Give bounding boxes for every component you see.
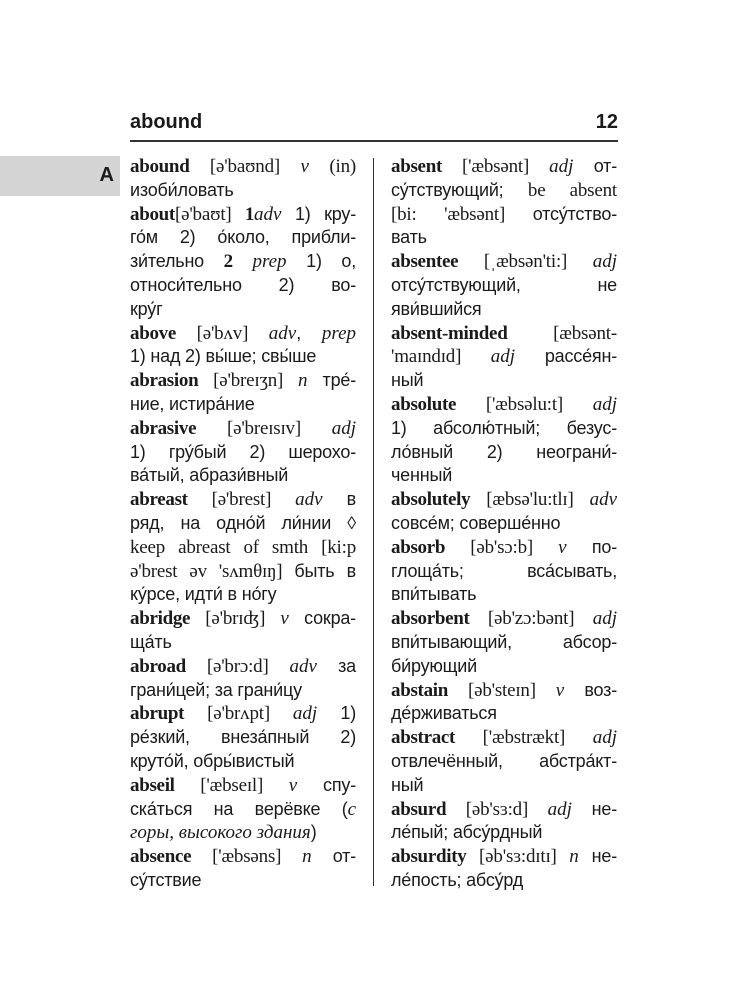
transcription: [əb'sɔ:b] bbox=[445, 536, 559, 558]
translation: 1) о, bbox=[286, 251, 356, 272]
grammar-label: v bbox=[280, 608, 289, 630]
translation: ряд, на одно́й ли́нии ◊ bbox=[130, 512, 356, 533]
translation: вать bbox=[391, 227, 427, 248]
entry-line bbox=[130, 846, 356, 870]
transcription: [bi: 'æbsənt] bbox=[391, 203, 533, 225]
entry-line bbox=[391, 608, 617, 632]
translation: , bbox=[296, 322, 322, 343]
entry-line bbox=[391, 204, 617, 228]
entry-line bbox=[130, 251, 356, 275]
grammar-label: v bbox=[558, 536, 567, 558]
transcription: [əb'sɜ:dɪtɪ] bbox=[466, 846, 570, 868]
entry-line bbox=[130, 156, 356, 180]
translation: по- bbox=[566, 536, 618, 557]
translation: отсу́тство- bbox=[532, 203, 617, 224]
column-divider bbox=[373, 158, 374, 886]
entry-line bbox=[391, 656, 617, 680]
grammar-label: adj bbox=[549, 156, 574, 177]
entry-line bbox=[130, 751, 356, 775]
translation: 1) над 2) вы́ше; свы́ше bbox=[130, 346, 317, 367]
entry-line bbox=[391, 537, 617, 561]
entry-line bbox=[391, 632, 617, 656]
entry-line bbox=[391, 346, 617, 370]
grammar-label: v bbox=[300, 156, 309, 177]
transcription: [ə'breɪʒn] bbox=[198, 370, 298, 392]
entry-line bbox=[130, 632, 356, 656]
entry-line bbox=[130, 608, 356, 632]
headword: absentee bbox=[391, 251, 459, 273]
grammar-label: с bbox=[347, 798, 356, 820]
transcription: 'maɪndɪd] bbox=[391, 346, 491, 368]
entry-line bbox=[130, 489, 356, 513]
grammar-label: n bbox=[302, 846, 312, 868]
translation: воз- bbox=[564, 679, 618, 700]
entry-line bbox=[130, 656, 356, 680]
entry-line bbox=[130, 584, 356, 608]
entry-line bbox=[391, 775, 617, 799]
translation: су́тствующий; bbox=[391, 179, 528, 200]
translation: ска́ться на верёвке ( bbox=[130, 798, 348, 819]
entry-line bbox=[391, 703, 617, 727]
entry-line bbox=[130, 799, 356, 823]
translation: рассе́ян- bbox=[515, 346, 617, 367]
translation: грани́цей; за грани́цу bbox=[130, 679, 302, 700]
translation: 1) кру- bbox=[281, 203, 356, 224]
transcription: [ˌæbsən'ti:] bbox=[458, 251, 593, 273]
entry-line bbox=[130, 370, 356, 394]
headword: abridge bbox=[130, 608, 191, 630]
entry-line bbox=[391, 227, 617, 251]
headword: absent-minded bbox=[391, 322, 508, 344]
grammar-label: v bbox=[555, 679, 565, 701]
entry-line bbox=[391, 561, 617, 585]
transcription: [əb'sɜ:d] bbox=[446, 798, 548, 820]
entry-line bbox=[130, 513, 356, 537]
entry-line bbox=[130, 727, 356, 751]
headword: abrupt bbox=[130, 703, 185, 725]
headword: abstain bbox=[391, 679, 449, 701]
translation: 1) абсолю́тный; безус- bbox=[391, 417, 617, 438]
entry-line bbox=[130, 227, 356, 251]
entry-line bbox=[391, 442, 617, 466]
entry-line bbox=[130, 465, 356, 489]
translation: впи́тывать bbox=[391, 584, 477, 605]
transcription: [ə'bʌv] bbox=[176, 322, 269, 344]
translation: ва́тый, абрази́вный bbox=[130, 465, 289, 486]
entry-line bbox=[391, 370, 617, 394]
translation bbox=[233, 251, 253, 271]
transcription: ['æbseɪl] bbox=[174, 774, 289, 796]
transcription: [ə'baʊt] bbox=[174, 203, 245, 225]
entry-line bbox=[391, 822, 617, 846]
translation: спу- bbox=[297, 774, 357, 795]
grammar-label: prep bbox=[321, 322, 356, 344]
translation: ре́зкий, внеза́пный 2) bbox=[130, 727, 356, 748]
grammar-label: v bbox=[288, 774, 298, 796]
entry-line bbox=[130, 680, 356, 704]
grammar-label: adj bbox=[592, 251, 617, 273]
translation: ный bbox=[391, 774, 424, 795]
entry-line bbox=[130, 275, 356, 299]
transcription: [ə'brʌpt] bbox=[184, 703, 293, 725]
headword: about bbox=[130, 203, 175, 225]
entry-line bbox=[391, 394, 617, 418]
transcription: [ə'breɪsɪv] bbox=[196, 417, 332, 439]
entry-line bbox=[130, 822, 356, 846]
translation: ) bbox=[310, 822, 317, 843]
grammar-label: adj bbox=[592, 727, 617, 749]
page-number: 12 bbox=[595, 111, 618, 133]
entry-line bbox=[130, 870, 356, 894]
translation: тре́- bbox=[307, 370, 356, 391]
translation: ку́рсе, идти́ в но́гу bbox=[130, 584, 277, 605]
translation: ние, истира́ние bbox=[130, 393, 255, 414]
entry-line bbox=[130, 703, 356, 727]
transcription: (in) bbox=[308, 156, 357, 177]
translation: би́рующий bbox=[391, 655, 477, 676]
translation: впи́тывающий, абсор- bbox=[391, 631, 617, 652]
translation: отвлечённый, абстра́кт- bbox=[391, 750, 617, 771]
entry-line bbox=[130, 323, 356, 347]
entry-line bbox=[391, 751, 617, 775]
guide-word: abound bbox=[130, 111, 203, 133]
translation: яви́вшийся bbox=[391, 298, 482, 319]
entry-line bbox=[130, 180, 356, 204]
grammar-label: prep bbox=[252, 251, 287, 273]
entry-line bbox=[391, 275, 617, 299]
translation: в bbox=[322, 489, 356, 510]
translation: ло́вный 2) неограни́- bbox=[391, 441, 617, 462]
entry-line bbox=[391, 418, 617, 442]
transcription: ['æbsəns] bbox=[191, 846, 303, 868]
transcription: [æbsə'lu:tlɪ] bbox=[470, 489, 590, 511]
headword: abound bbox=[130, 156, 190, 177]
left-column bbox=[130, 156, 356, 894]
transcription: [æbsənt- bbox=[507, 322, 617, 344]
grammar-label: adj bbox=[292, 703, 318, 725]
headword: abstract bbox=[391, 727, 456, 749]
headword: abseil bbox=[130, 774, 175, 796]
translation: ле́пость; абсу́рд bbox=[391, 869, 524, 890]
transcription: [ə'brest] bbox=[187, 489, 296, 511]
transcription: ['æbsəlu:t] bbox=[456, 393, 593, 415]
translation: совсе́м; соверше́нно bbox=[391, 512, 561, 533]
transcription: ['æbsənt] bbox=[442, 156, 550, 177]
transcription: [ə'brɔ:d] bbox=[185, 655, 290, 677]
entry-line bbox=[391, 727, 617, 751]
headword: abreast bbox=[130, 489, 188, 511]
translation: ле́пый; абсу́рдный bbox=[391, 822, 543, 843]
entry-line bbox=[391, 870, 617, 894]
translation: ченный bbox=[391, 465, 453, 486]
entry-line bbox=[391, 584, 617, 608]
translation: не- bbox=[578, 846, 617, 867]
grammar-label: n bbox=[297, 370, 308, 392]
transcription: ['æbstrækt] bbox=[455, 727, 593, 749]
translation: 1) bbox=[317, 703, 356, 724]
headword: absolute bbox=[391, 393, 457, 415]
headword: abrasive bbox=[130, 417, 197, 439]
translation: глоща́ть; вса́сывать, bbox=[391, 560, 617, 581]
grammar-label: adv bbox=[295, 489, 323, 511]
entry-line bbox=[130, 346, 356, 370]
headword: absent bbox=[391, 156, 442, 177]
entry-line bbox=[130, 537, 356, 561]
thumb-index-tab bbox=[0, 156, 120, 196]
entry-line bbox=[391, 846, 617, 870]
header-rule bbox=[130, 140, 618, 142]
transcription: [əb'steɪn] bbox=[448, 679, 556, 701]
translation: от- bbox=[573, 156, 617, 176]
entry-line bbox=[391, 489, 617, 513]
translation: го́м 2) о́коло, прибли- bbox=[130, 227, 356, 248]
headword: absence bbox=[130, 846, 192, 868]
translation: от- bbox=[311, 846, 356, 867]
translation: изоби́ловать bbox=[130, 179, 234, 200]
headword: absolutely bbox=[391, 489, 471, 511]
entry-line bbox=[391, 180, 617, 204]
translation: быть в bbox=[294, 560, 356, 581]
transcription: [əb'zɔ:bənt] bbox=[469, 608, 593, 630]
entry-line bbox=[391, 323, 617, 347]
entry-line bbox=[130, 561, 356, 585]
entry-line bbox=[130, 418, 356, 442]
headword: abroad bbox=[130, 655, 186, 677]
headword: absurdity bbox=[391, 846, 467, 868]
translation: сокра- bbox=[288, 608, 356, 629]
translation: отсу́тствующий, не bbox=[391, 274, 617, 295]
translation: су́тствие bbox=[130, 869, 202, 890]
grammar-label: adv bbox=[268, 322, 297, 344]
entry-line bbox=[391, 251, 617, 275]
transcription: be absent bbox=[527, 179, 617, 201]
translation: ща́ть bbox=[130, 631, 172, 652]
transcription: keep abreast of smth [ki:p bbox=[130, 536, 356, 558]
headword: abrasion bbox=[130, 370, 199, 392]
headword: absurd bbox=[391, 798, 447, 820]
entry-line bbox=[391, 513, 617, 537]
headword: absorb bbox=[391, 536, 446, 558]
transcription: [ə'brɪʤ] bbox=[190, 608, 281, 630]
entry-line bbox=[391, 465, 617, 489]
entry-line bbox=[391, 680, 617, 704]
entry-line bbox=[391, 299, 617, 323]
entry-line bbox=[130, 204, 356, 228]
entry-line bbox=[130, 775, 356, 799]
grammar-label: adv bbox=[589, 489, 617, 511]
grammar-label: горы, высокого здания bbox=[130, 822, 311, 844]
translation: круто́й, обры́вистый bbox=[130, 750, 295, 771]
translation: не- bbox=[571, 798, 617, 819]
headword: above bbox=[130, 322, 177, 344]
grammar-label: n bbox=[569, 846, 579, 868]
headword: 1 bbox=[244, 203, 255, 225]
entry-line bbox=[130, 299, 356, 323]
grammar-label: adv bbox=[289, 655, 317, 677]
headword: absorbent bbox=[391, 608, 470, 630]
translation: относи́тельно 2) во- bbox=[130, 274, 356, 295]
grammar-label: adj bbox=[331, 417, 356, 439]
right-column bbox=[391, 156, 617, 894]
translation: де́рживаться bbox=[391, 703, 497, 724]
transcription: [ə'baʊnd] bbox=[189, 156, 301, 177]
translation: за bbox=[316, 655, 356, 676]
entry-line bbox=[130, 442, 356, 466]
thumb-tab-letter: A bbox=[99, 164, 114, 186]
grammar-label: adj bbox=[592, 393, 617, 415]
translation: ный bbox=[391, 370, 424, 391]
grammar-label: adj bbox=[490, 346, 516, 368]
grammar-label: adj bbox=[592, 608, 617, 630]
entry-line bbox=[391, 799, 617, 823]
entry-line bbox=[391, 156, 617, 180]
translation: зи́тельно bbox=[130, 251, 224, 272]
translation: 1) гру́бый 2) шерохо- bbox=[130, 441, 356, 462]
grammar-label: adv bbox=[254, 203, 282, 225]
grammar-label: adj bbox=[547, 798, 572, 820]
transcription: ə'brest əv 'sʌmθɪŋ] bbox=[130, 560, 295, 582]
entry-line bbox=[130, 394, 356, 418]
translation: кру́г bbox=[130, 298, 163, 319]
headword: 2 bbox=[223, 251, 233, 273]
